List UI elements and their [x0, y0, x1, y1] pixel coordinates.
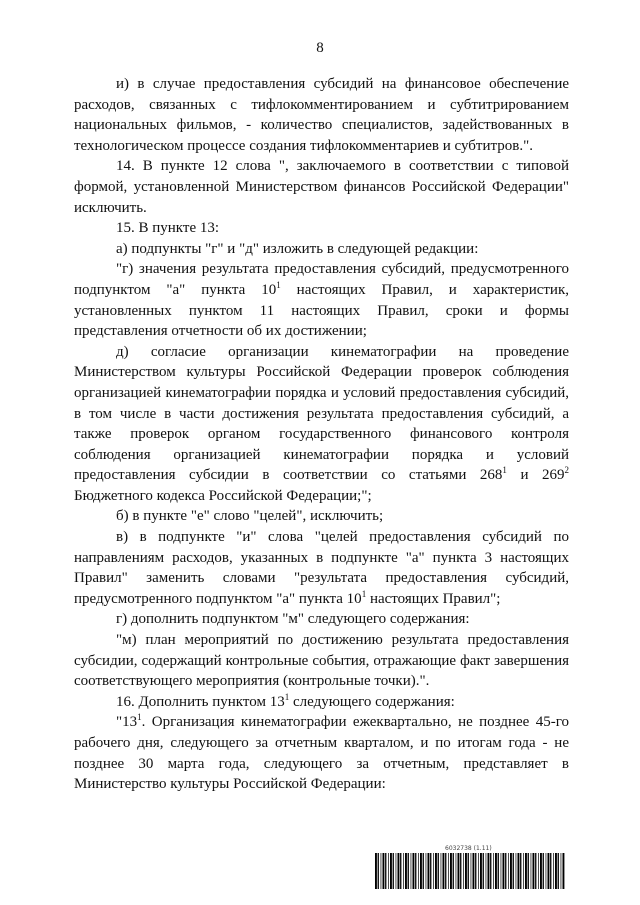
paragraph-v-text-1: в) в подпункте "и" слова "целей предоставления субсидий по направлениям расходов, указанных в подпункте "а" пункта 3 настоящих Правил" заменить словами "результата предоставления субсидий, предусмотренного подпунктом "а" пункта 10 [74, 529, 569, 607]
superscript: 2 [564, 465, 569, 476]
paragraph-v [74, 527, 569, 609]
paragraph-i: и) в случае предоставления субсидий на финансовое обеспечение расходов, связанных с тифлокомментированием и субтитрированием национальных фильмов, - количество специалистов, задействованных в технологическом процессе создания тифлокомментариев и субтитров.". [74, 76, 569, 154]
paragraph-m: "м) план мероприятий по достижению результата предоставления субсидии, содержащий контрольные события, отражающие факт завершения соответствующего мероприятия (контрольные точки).". [74, 632, 569, 690]
barcode-image [375, 853, 567, 889]
superscript: 1 [284, 691, 290, 702]
paragraph-g-text-2: настоящих Правил, и характеристик, установленных пунктом 11 настоящих Правил, сроки и формы представления отчетности об их достижении; [74, 281, 570, 340]
barcode-area [375, 845, 567, 895]
paragraph-d-text-2: и 269 [506, 467, 565, 484]
paragraph-16-text-2: следующего содержания: [289, 693, 455, 710]
document-body [74, 74, 569, 795]
superscript: 1 [276, 279, 281, 290]
paragraph-v-text-2: настоящих Правил"; [366, 590, 501, 607]
superscript: 1 [361, 588, 367, 599]
paragraph-13-1 [74, 712, 569, 794]
paragraph-14: 14. В пункте 12 слова ", заключаемого в соответствии с типовой формой, установленной Министерством финансов Российской Федерации" исключить. [74, 158, 569, 216]
barcode-number: 6032738 (1.11) [445, 845, 492, 852]
paragraph-g [74, 259, 569, 341]
paragraph-d-text-3: Бюджетного кодекса Российской Федерации;"; [74, 487, 372, 504]
paragraph-13-1-text-2: . Организация кинематографии ежеквартально, не позднее 45-го рабочего дня, следующего за отчетным кварталом, и по итогам года - не позднее 30 марта года, следующего за отчетным, представляет в Министерство культуры Российской Федерации: [74, 714, 569, 793]
superscript: 1 [502, 465, 507, 476]
paragraph-15a: а) подпункты "г" и "д" изложить в следующей редакции: [116, 240, 479, 257]
paragraph-g-text-1: "г) значения результата предоставления субсидий, предусмотренного подпунктом "а" пункта 10 [74, 261, 569, 298]
paragraph-g-add: г) дополнить подпунктом "м" следующего содержания: [116, 611, 470, 628]
paragraph-d [74, 342, 569, 507]
paragraph-15: 15. В пункте 13: [116, 220, 220, 237]
superscript: 1 [137, 712, 142, 723]
paragraph-b: б) в пункте "е" слово "целей", исключить; [116, 508, 384, 525]
paragraph-d-text-1: д) согласие организации кинематографии на проведение Министерством культуры Российской Федерации проверок соблюдения организацией кинематографии порядка и условий предоставления субсидий, в том числе в части достижения результата предоставления субсидий, а также проверок органом государственного финансового контроля соблюдения организацией кинематографии порядка и условий предоставления субсидии в соответствии со статьями 268 [74, 343, 569, 484]
paragraph-13-1-text-1: "13 [116, 714, 138, 731]
paragraph-16-text-1: 16. Дополнить пунктом 13 [116, 693, 285, 710]
paragraph-16 [74, 692, 569, 713]
page-number: 8 [316, 40, 324, 56]
